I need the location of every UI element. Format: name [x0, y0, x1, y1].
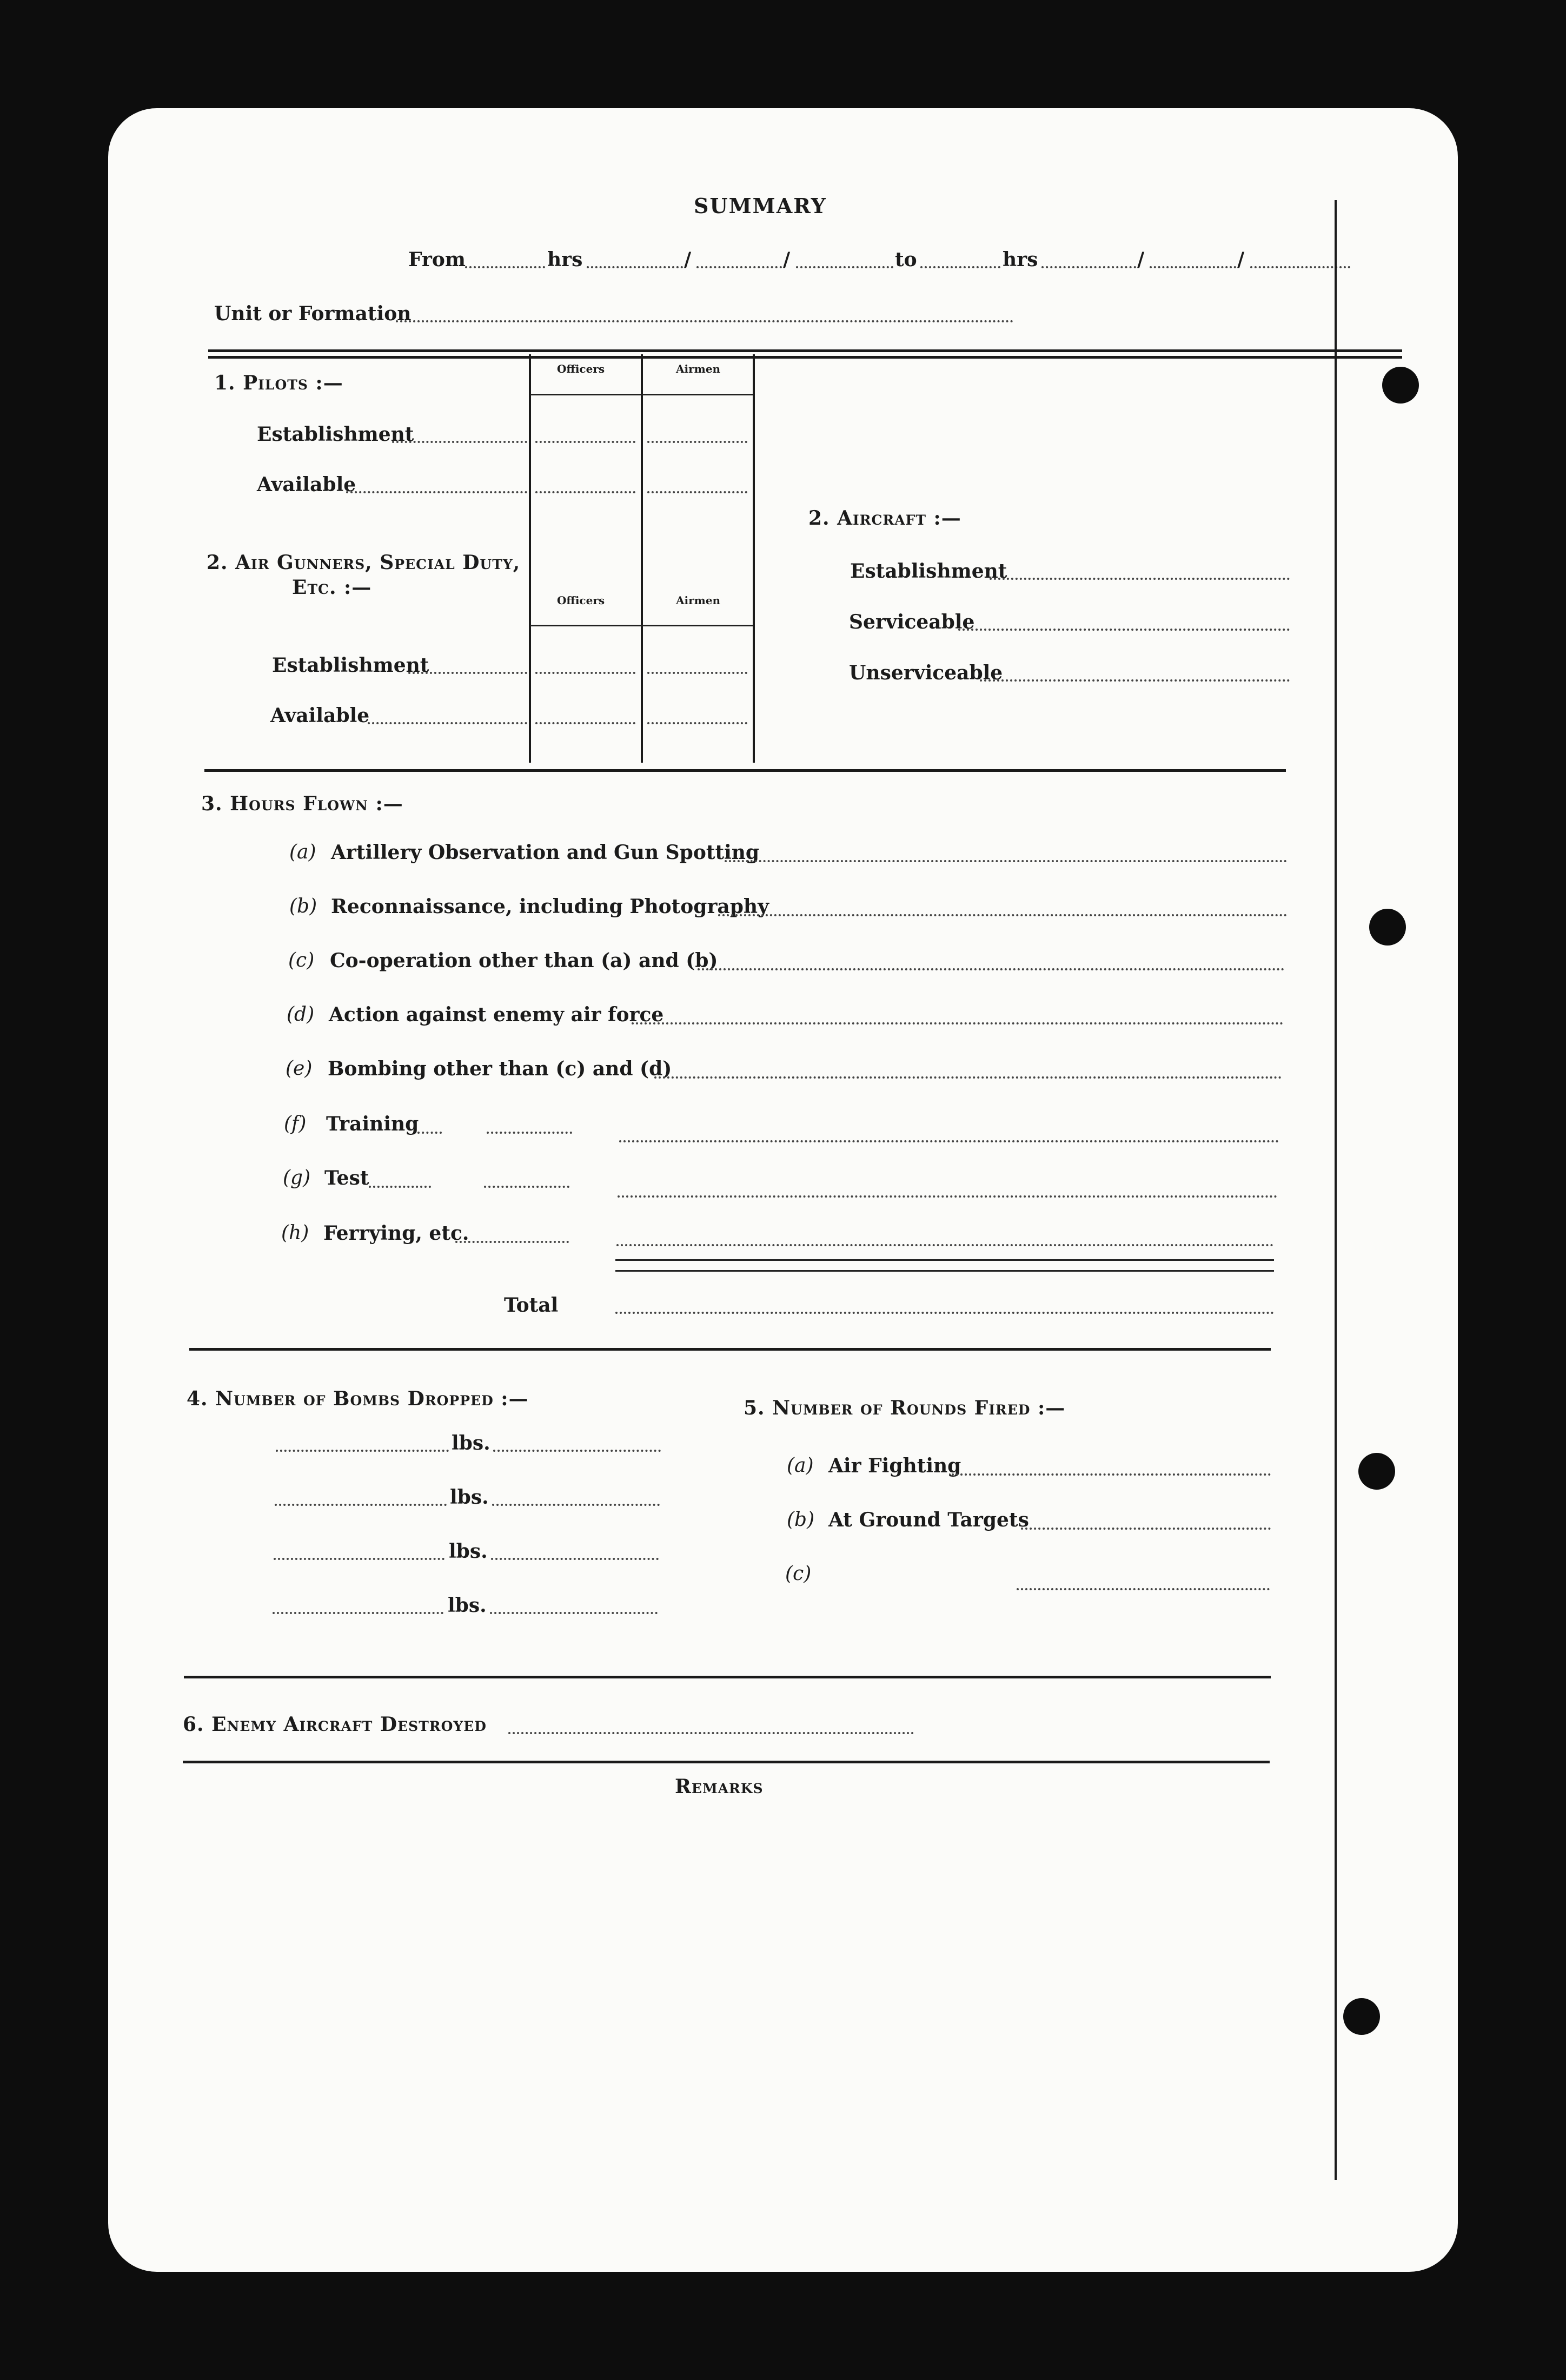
to-label: to [895, 248, 917, 271]
pilots-establishment-airmen[interactable] [647, 441, 747, 443]
punch-hole [1343, 1998, 1380, 2035]
lbs-label: lbs. [452, 1432, 490, 1455]
grid-line [529, 354, 531, 763]
bombs-heading: 4. Number of Bombs Dropped :— [187, 1387, 529, 1410]
bombs-count-field[interactable] [490, 1612, 658, 1614]
pilots-heading: 1. Pilots :— [214, 372, 343, 394]
hours-artillery-field[interactable] [725, 860, 1287, 862]
lbs-label: lbs. [448, 1594, 487, 1617]
hours-training-leader [417, 1132, 442, 1134]
hours-test-leader [484, 1186, 569, 1188]
hours-training-field[interactable] [619, 1140, 1279, 1142]
gunners-establishment-label: Establishment [272, 654, 429, 677]
enemy-aircraft-heading: 6. Enemy Aircraft Destroyed [183, 1713, 487, 1736]
rounds-item-label: At Ground Targets [828, 1509, 1029, 1531]
bombs-count-field[interactable] [491, 1558, 659, 1560]
from-label: From [408, 248, 466, 271]
date-separator: / [684, 248, 692, 271]
pilots-available-leader [346, 491, 527, 493]
rounds-other-field[interactable] [1017, 1588, 1270, 1590]
rounds-air-fighting-field[interactable] [952, 1473, 1271, 1476]
hours-item-label: Training [326, 1113, 419, 1135]
unit-field[interactable] [396, 320, 1013, 322]
airmen-header: Airmen [676, 362, 721, 375]
hours-item-label: Bombing other than (c) and (d) [328, 1057, 672, 1080]
date-separator: / [1237, 248, 1245, 271]
hours-item-label: Ferrying, etc. [323, 1222, 469, 1245]
bombs-count-field[interactable] [492, 1504, 660, 1506]
lbs-label: lbs. [450, 1486, 489, 1509]
hours-action-field[interactable] [632, 1022, 1283, 1024]
rounds-item-letter: (c) [785, 1563, 812, 1585]
section-rule [183, 1761, 1270, 1763]
bombs-weight-field[interactable] [274, 1558, 444, 1560]
rounds-heading: 5. Number of Rounds Fired :— [744, 1397, 1066, 1419]
aircraft-heading: 2. Aircraft :— [808, 507, 961, 530]
rule [208, 356, 1402, 359]
grid-line [753, 354, 755, 763]
hours-cooperation-field[interactable] [698, 968, 1284, 970]
gunners-available-label: Available [270, 704, 370, 727]
gunners-establishment-leader [408, 672, 527, 674]
bombs-count-field[interactable] [493, 1450, 661, 1452]
hours-item-letter: (e) [286, 1057, 313, 1080]
hours-item-letter: (h) [281, 1222, 309, 1244]
rounds-item-letter: (a) [787, 1455, 814, 1477]
hours-item-label: Test [324, 1167, 369, 1189]
punch-hole [1358, 1453, 1395, 1490]
margin-line [1335, 200, 1337, 2180]
gunners-available-airmen[interactable] [647, 722, 747, 724]
rounds-item-letter: (b) [787, 1509, 815, 1531]
hours-bombing-field[interactable] [654, 1076, 1282, 1079]
gunners-establishment-officers[interactable] [535, 672, 635, 674]
unit-label: Unit or Formation [214, 302, 412, 325]
hours-test-leader [369, 1186, 431, 1188]
hours-item-label: Action against enemy air force [329, 1003, 664, 1026]
aircraft-establishment-label: Establishment [850, 560, 1007, 583]
pilots-available-label: Available [257, 473, 356, 496]
hours-test-field[interactable] [618, 1195, 1277, 1198]
grid-line [641, 354, 643, 763]
to-day-field[interactable] [1041, 266, 1136, 268]
from-day-field[interactable] [587, 266, 683, 268]
gunners-available-leader [368, 722, 527, 724]
hours-ferrying-leader [455, 1241, 569, 1243]
to-month-field[interactable] [1150, 266, 1236, 268]
hours-item-letter: (f) [284, 1113, 307, 1135]
officers-header: Officers [557, 594, 605, 607]
total-rule [615, 1259, 1274, 1261]
rounds-ground-targets-field[interactable] [1021, 1528, 1271, 1530]
bombs-weight-field[interactable] [276, 1450, 449, 1452]
section-rule [204, 769, 1286, 772]
hours-training-leader [487, 1132, 572, 1134]
bombs-weight-field[interactable] [275, 1504, 447, 1506]
hours-item-label: Co-operation other than (a) and (b) [330, 949, 718, 972]
date-separator: / [783, 248, 791, 271]
officers-header: Officers [557, 362, 605, 375]
grid-line [530, 625, 753, 626]
page-title: SUMMARY [694, 194, 827, 218]
hours-item-letter: (d) [287, 1003, 315, 1026]
total-label: Total [504, 1294, 559, 1317]
hours-item-label: Artillery Observation and Gun Spotting [331, 841, 760, 864]
hours-item-letter: (c) [288, 949, 315, 971]
grid-line [530, 394, 753, 395]
hours-flown-heading: 3. Hours Flown :— [201, 792, 403, 815]
date-separator: / [1137, 248, 1145, 271]
lbs-label: lbs. [449, 1540, 488, 1563]
air-gunners-heading-cont: Etc. :— [292, 576, 372, 599]
aircraft-establishment-field[interactable] [990, 578, 1290, 580]
pilots-establishment-label: Establishment [257, 423, 414, 446]
bombs-weight-field[interactable] [273, 1612, 443, 1614]
pilots-available-airmen[interactable] [647, 491, 747, 493]
from-month-field[interactable] [696, 266, 782, 268]
aircraft-unserviceable-field[interactable] [980, 679, 1290, 682]
gunners-available-officers[interactable] [535, 722, 635, 724]
section-rule [189, 1348, 1271, 1351]
total-rule [615, 1270, 1274, 1272]
hours-ferrying-field[interactable] [616, 1244, 1273, 1246]
pilots-available-officers[interactable] [535, 491, 635, 493]
rule [208, 349, 1402, 352]
form-card [108, 108, 1458, 2272]
hours-item-letter: (b) [289, 895, 317, 917]
hours-item-label: Reconnaissance, including Photography [331, 895, 769, 918]
hours-reconnaissance-field[interactable] [718, 914, 1287, 916]
pilots-establishment-leader [392, 441, 527, 443]
hours-item-letter: (g) [283, 1167, 311, 1189]
punch-hole [1382, 367, 1419, 404]
pilots-establishment-officers[interactable] [535, 441, 635, 443]
aircraft-unserviceable-label: Unserviceable [849, 662, 1003, 684]
punch-hole [1369, 909, 1406, 946]
air-gunners-heading: 2. Air Gunners, Special Duty, [207, 551, 521, 574]
enemy-aircraft-field[interactable] [508, 1732, 914, 1734]
section-rule [184, 1676, 1271, 1678]
from-year-field[interactable] [796, 266, 893, 268]
hrs-label: hrs [1003, 248, 1038, 271]
rounds-item-label: Air Fighting [828, 1455, 961, 1477]
gunners-establishment-airmen[interactable] [647, 672, 747, 674]
remarks-area[interactable] [211, 1807, 1271, 2218]
to-time-field[interactable] [920, 266, 1000, 268]
aircraft-serviceable-field[interactable] [958, 629, 1290, 631]
airmen-header: Airmen [676, 594, 721, 607]
hrs-label: hrs [547, 248, 583, 271]
remarks-heading: Remarks [675, 1775, 764, 1798]
aircraft-serviceable-label: Serviceable [849, 611, 975, 633]
hours-total-field[interactable] [615, 1312, 1274, 1314]
from-time-field[interactable] [465, 266, 545, 268]
hours-item-letter: (a) [289, 841, 316, 863]
